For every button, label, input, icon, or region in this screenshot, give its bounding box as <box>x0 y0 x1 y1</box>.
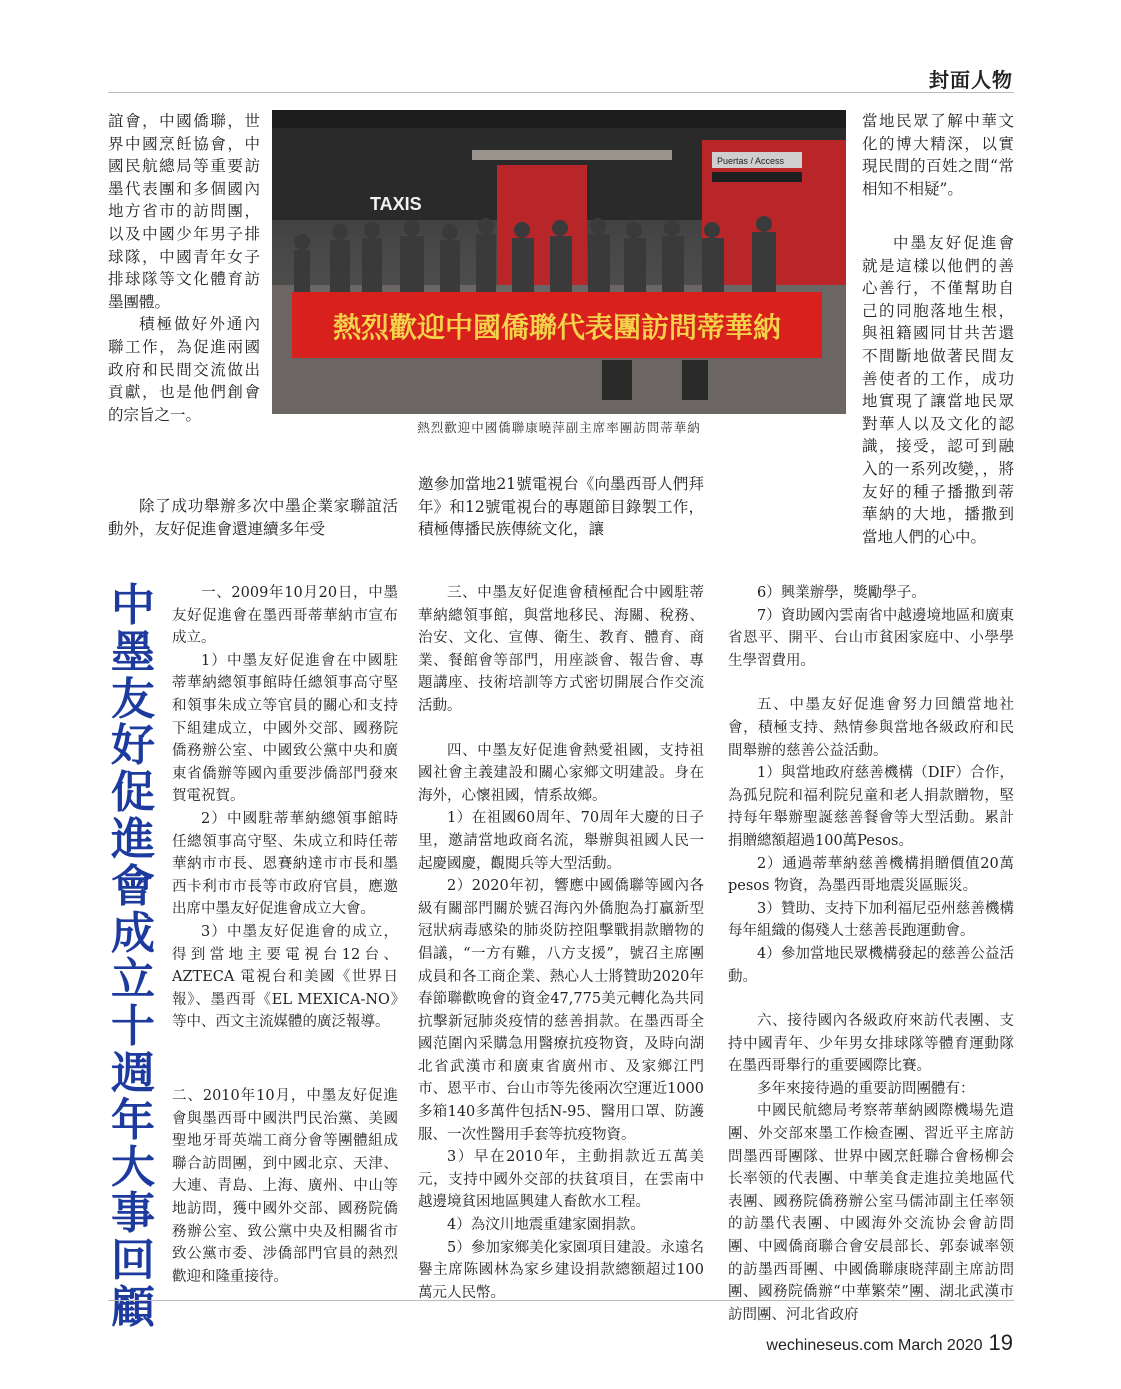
top-middle-column <box>418 473 704 541</box>
title-char: 友 <box>111 673 155 725</box>
paragraph: 6）興業辦學，獎勵學子。 <box>757 585 926 601</box>
paragraph: 3）中墨友好促進會的成立，得到當地主要電視台12台、AZTECA 電視台和美國《世界日報》、墨西哥《EL MEXICA-NO》等中、西文主流媒體的廣泛報導。 <box>172 923 398 1031</box>
title-char: 會 <box>111 860 155 912</box>
paragraph: 1）在祖國60周年、70周年大慶的日子里，邀請當地政商名流，舉辦與祖國人民一起慶國慶，觀閱兵等大型活動。 <box>418 810 704 872</box>
page-number: 19 <box>988 1330 1013 1355</box>
column-3 <box>728 582 1014 1326</box>
top-right-column <box>862 110 1014 200</box>
paragraph: 1）中墨友好促進會在中國駐蒂華納總領事館時任總領事高守堅和領事朱成立等官員的關心和支持下組建成立，中國外交部、國務院僑務辦公室、中國致公黨中央和廣東省僑辦等國內重要涉僑部門發來賀電祝賀。 <box>172 652 398 805</box>
column-1 <box>172 582 398 1034</box>
paragraph: 4）為汶川地震重建家園捐款。 <box>447 1217 645 1234</box>
title-char: 十 <box>111 1001 155 1053</box>
paragraph: 5）參加家鄉美化家園項目建設。永遠名譽主席陈國林為家乡建设捐款總额超过100萬元人民幣。 <box>418 1239 704 1301</box>
footer <box>766 1330 1013 1356</box>
title-char: 週 <box>111 1047 155 1099</box>
paragraph: 1）與當地政府慈善機構（DIF）合作，為孤兒院和福利院兒童和老人捐款贈物，堅持每年舉辦聖誕慈善餐會等大型活動。累計捐贈總額超過100萬Pesos。 <box>728 765 1014 849</box>
column-1-continuation <box>108 1085 398 1288</box>
paragraph: 多年來接待過的重要訪問團體有： <box>757 1080 975 1097</box>
paragraph: 當地民眾了解中華文化的博大精深，以實現民間的百姓之間“常相知不相疑”。 <box>862 112 1014 198</box>
paragraph: 邀參加當地21號電視台《向墨西哥人們拜年》和12號電視台的專題節目錄製工作，積極傳播民族傳統文化，讓 <box>418 475 704 539</box>
paragraph: 7）資助國內雲南省中越邊境地區和廣東省恩平、開平、台山市貧困家庭中、小學學生學習費用。 <box>728 607 1014 669</box>
paragraph: 積極做好外通內聯工作，為促進兩國政府和民間交流做出貢獻，也是他們創會的宗旨之一。 <box>108 315 260 424</box>
paragraph: 2）2020年初，響應中國僑聯等國內各級有關部門關於號召海內外僑胞為打贏新型冠狀病毒感染的肺炎防控阻擊戰捐款贈物的倡議，“一方有難，八方支援”，號召主席團成員和各工商企業、熱心人士將贊助2020年春節聯歡晚會的資金47,775美元轉化為共同抗擊新冠肺炎疫情的慈善捐款。在墨西哥全國范圍內采購急用醫療抗疫物資，及時向湖北省武漢市和廣東省廣州市、及家鄉江門市、恩平市、台山市等先後兩次空運近1000多箱140多萬件包括N-95、醫用口罩、防護服、一次性醫用手套等抗疫物資。 <box>418 878 704 1143</box>
access-sign: Puertas / Access <box>717 156 785 166</box>
column-2 <box>418 582 704 1304</box>
paragraph: 六、接待國內各級政府來訪代表團、支持中國青年、少年男女排球隊等體育運動隊在墨西哥舉行的重要國際比賽。 <box>728 1013 1014 1075</box>
paragraph: 3）贊助、支持下加利福尼亞州慈善機構每年組織的傷殘人士慈善長跑運動會。 <box>728 900 1014 940</box>
title-char: 成 <box>111 907 155 959</box>
paragraph: 一、2009年10月20日，中墨友好促進會在墨西哥蒂華納市宣布成立。 <box>172 585 398 647</box>
top-right-column-continuation <box>728 232 1014 548</box>
paragraph: 誼會，中國僑聯，世界中國烹飪協會，中國民航總局等重要訪墨代表團和多個國內地方省市的訪問團，以及中國少年男子排球隊，中國青年女子排球隊等文化體育訪墨團體。 <box>108 112 260 311</box>
paragraph: 中墨友好促進會就是這樣以他們的善心善行，不僅幫助自己的同胞落地生根，與祖籍國同甘共苦還不間斷地做著民間友善使者的工作，成功地實現了讓當地民眾對華人以及文化的認識，接受，認可到融入的一系列改變，，將友好的種子播撒到蒂華納的大地，播撒到當地人們的心中。 <box>862 234 1014 546</box>
title-char: 立 <box>111 954 155 1006</box>
paragraph: 4）參加當地民眾機構發起的慈善公益活動。 <box>728 945 1014 985</box>
paragraph: 2）通過蒂華納慈善機構捐贈價值20萬pesos 物資，為墨西哥地震災區賑災。 <box>728 855 1014 895</box>
paragraph: 二、2010年10月，中墨友好促進會與墨西哥中國洪門民治黨、美國聖地牙哥英端工商分會等團體組成聯合訪問團，到中國北京、天津、大連、青島、上海、廣州、中山等地訪問，獲中國外交部、國務院僑務辦公室、致公黨中央及相關省市致公黨市委、涉僑部門官員的熱烈歡迎和隆重接待。 <box>172 1088 398 1285</box>
title-char: 墨 <box>111 626 155 678</box>
footer-rule <box>108 1300 1014 1301</box>
title-char: 進 <box>111 813 155 865</box>
paragraph: 2）中國駐蒂華納總領事館時任總領事高守堅、朱成立和時任蒂華納市市長、恩賽納達市市長和墨西卡利市市長等市政府官員，應邀出席中墨友好促進會成立大會。 <box>172 810 398 918</box>
photo-caption: 熱烈歡迎中國僑聯康曉萍副主席率團訪問蒂華納 <box>417 420 701 435</box>
title-char: 回 <box>111 1235 155 1287</box>
title-char: 促 <box>111 767 155 819</box>
top-left-column <box>108 110 260 426</box>
paragraph: 3）早在2010年，主動捐款近五萬美元，支持中國外交部的扶貧項目，在雲南中越邊境貧困地區興建人畜飲水工程。 <box>418 1149 704 1211</box>
paragraph: 三、中墨友好促進會積極配合中國駐蒂華納總領事館，與當地移民、海關、稅務、治安、文化、宣傳、衛生、教育、體育、商業、餐館會等部門，用座談會、報告會、專題講座、技術培訓等方式密切開展合作交流活動。 <box>418 585 704 714</box>
banner-text: 熱烈歡迎中國僑聯代表團訪問蒂華納 <box>332 311 782 344</box>
paragraph: 五、中墨友好促進會努力回饋當地社會，積極支持、熱情參與當地各級政府和民間舉辦的慈善公益活動。 <box>728 697 1014 759</box>
title-char: 事 <box>111 1188 155 1240</box>
title-char: 中 <box>111 580 155 631</box>
title-char: 大 <box>111 1141 155 1193</box>
top-rule <box>108 92 1014 93</box>
section-label: 封面人物 <box>929 68 1013 92</box>
title-char: 年 <box>111 1094 155 1146</box>
paragraph: 四、中墨友好促進會熱愛祖國，支持祖國社會主義建設和關心家鄉文明建設。身在海外，心懷祖國，情系故鄉。 <box>418 742 704 804</box>
top-left-continuation <box>108 495 398 540</box>
paragraph: 除了成功舉辦多次中墨企業家聯誼活動外，友好促進會還連續多年受 <box>108 497 398 538</box>
footer-site: wechineseus.com March 2020 <box>766 1337 983 1354</box>
paragraph: 中國民航總局考察蒂華納國際機場先遣團、外交部來墨工作檢查團、習近平主席訪問墨西哥團隊、世界中國烹飪聯合會杨柳会长率领的代表團、中華美食走進拉美地區代表團、國務院僑務辦公室马儒沛副主任率领的訪墨代表團、中國海外交流协会會訪問團、中國僑商聯合會安晨部长、郭泰诚率领的訪墨西哥團、中國僑聯康晓萍副主席訪問團、國務院僑辦“中華繁荣”團、湖北武漢市訪問團、河北省政府 <box>728 1103 1014 1323</box>
title-char: 好 <box>111 720 155 772</box>
taxi-sign: TAXIS <box>370 194 422 214</box>
title-char: 顧 <box>111 1281 155 1333</box>
